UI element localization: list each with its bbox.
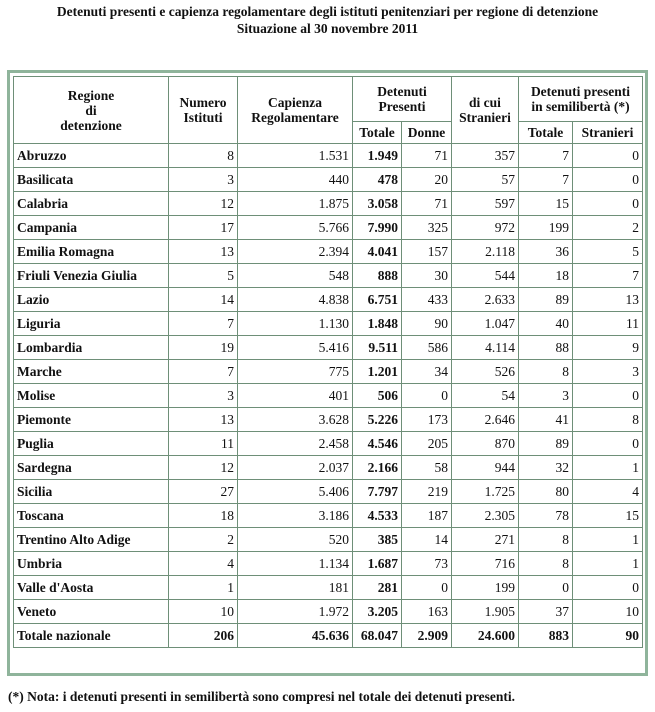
cell-regione: Abruzzo — [14, 144, 169, 168]
cell-donne: 2.909 — [402, 624, 452, 648]
header-semi-totale: Totale — [519, 122, 573, 144]
cell-totale: 68.047 — [353, 624, 402, 648]
cell-capienza: 1.972 — [238, 600, 353, 624]
cell-capienza: 440 — [238, 168, 353, 192]
cell-capienza: 1.875 — [238, 192, 353, 216]
cell-semi-stranieri: 9 — [573, 336, 643, 360]
cell-capienza: 1.130 — [238, 312, 353, 336]
cell-istituti: 13 — [169, 408, 238, 432]
cell-semi-totale: 89 — [519, 432, 573, 456]
table-row — [14, 480, 643, 504]
cell-regione: Liguria — [14, 312, 169, 336]
cell-istituti: 1 — [169, 576, 238, 600]
cell-capienza: 775 — [238, 360, 353, 384]
cell-istituti: 5 — [169, 264, 238, 288]
cell-totale: 1.687 — [353, 552, 402, 576]
cell-stranieri: 54 — [452, 384, 519, 408]
table-row — [14, 576, 643, 600]
cell-semi-totale: 32 — [519, 456, 573, 480]
cell-stranieri: 944 — [452, 456, 519, 480]
table-row — [14, 192, 643, 216]
cell-regione: Basilicata — [14, 168, 169, 192]
cell-semi-totale: 78 — [519, 504, 573, 528]
cell-semi-stranieri: 90 — [573, 624, 643, 648]
table-frame — [7, 70, 648, 676]
cell-capienza: 181 — [238, 576, 353, 600]
cell-semi-stranieri: 0 — [573, 192, 643, 216]
cell-stranieri: 597 — [452, 192, 519, 216]
cell-totale: 506 — [353, 384, 402, 408]
cell-donne: 71 — [402, 144, 452, 168]
cell-donne: 219 — [402, 480, 452, 504]
header-detenuti-presenti: Detenuti Presenti — [353, 77, 452, 122]
total-row — [14, 624, 643, 648]
document-title — [0, 3, 655, 37]
header-semi-stranieri: Stranieri — [573, 122, 643, 144]
cell-semi-totale: 7 — [519, 144, 573, 168]
cell-capienza: 5.766 — [238, 216, 353, 240]
cell-semi-stranieri: 0 — [573, 432, 643, 456]
cell-regione: Toscana — [14, 504, 169, 528]
table-row — [14, 216, 643, 240]
cell-semi-totale: 8 — [519, 360, 573, 384]
cell-capienza: 520 — [238, 528, 353, 552]
cell-donne: 34 — [402, 360, 452, 384]
table-row — [14, 168, 643, 192]
table-row — [14, 504, 643, 528]
cell-semi-stranieri: 7 — [573, 264, 643, 288]
table-row — [14, 288, 643, 312]
cell-semi-totale: 36 — [519, 240, 573, 264]
cell-istituti: 11 — [169, 432, 238, 456]
cell-stranieri: 1.047 — [452, 312, 519, 336]
cell-capienza: 401 — [238, 384, 353, 408]
cell-semi-stranieri: 0 — [573, 384, 643, 408]
cell-regione: Sardegna — [14, 456, 169, 480]
cell-donne: 20 — [402, 168, 452, 192]
cell-donne: 205 — [402, 432, 452, 456]
header-totale: Totale — [353, 122, 402, 144]
cell-capienza: 3.186 — [238, 504, 353, 528]
cell-totale: 6.751 — [353, 288, 402, 312]
header-regione: Regione di detenzione — [14, 77, 169, 144]
cell-totale: 2.166 — [353, 456, 402, 480]
cell-istituti: 14 — [169, 288, 238, 312]
cell-totale: 4.546 — [353, 432, 402, 456]
cell-semi-stranieri: 0 — [573, 144, 643, 168]
header-capienza: Capienza Regolamentare — [238, 77, 353, 144]
cell-regione: Piemonte — [14, 408, 169, 432]
header-donne: Donne — [402, 122, 452, 144]
table-row — [14, 336, 643, 360]
prisoners-table — [13, 76, 643, 648]
cell-donne: 0 — [402, 576, 452, 600]
cell-donne: 433 — [402, 288, 452, 312]
cell-regione: Calabria — [14, 192, 169, 216]
table-row — [14, 552, 643, 576]
cell-stranieri: 526 — [452, 360, 519, 384]
cell-semi-stranieri: 2 — [573, 216, 643, 240]
cell-stranieri: 199 — [452, 576, 519, 600]
cell-totale: 385 — [353, 528, 402, 552]
cell-stranieri: 271 — [452, 528, 519, 552]
table-row — [14, 264, 643, 288]
cell-stranieri: 716 — [452, 552, 519, 576]
cell-stranieri: 2.633 — [452, 288, 519, 312]
cell-semi-totale: 3 — [519, 384, 573, 408]
cell-regione: Emilia Romagna — [14, 240, 169, 264]
cell-semi-totale: 199 — [519, 216, 573, 240]
cell-donne: 157 — [402, 240, 452, 264]
cell-istituti: 12 — [169, 456, 238, 480]
cell-totale: 478 — [353, 168, 402, 192]
cell-istituti: 206 — [169, 624, 238, 648]
cell-semi-totale: 40 — [519, 312, 573, 336]
cell-regione: Sicilia — [14, 480, 169, 504]
cell-stranieri: 2.646 — [452, 408, 519, 432]
cell-regione: Lombardia — [14, 336, 169, 360]
cell-regione: Campania — [14, 216, 169, 240]
cell-istituti: 17 — [169, 216, 238, 240]
cell-semi-stranieri: 5 — [573, 240, 643, 264]
cell-istituti: 4 — [169, 552, 238, 576]
cell-totale: 4.533 — [353, 504, 402, 528]
title-line-1: Detenuti presenti e capienza regolamentare degli istituti penitenziari per regione di detenzione — [56, 4, 599, 19]
cell-donne: 58 — [402, 456, 452, 480]
cell-capienza: 1.531 — [238, 144, 353, 168]
table-row — [14, 600, 643, 624]
cell-semi-totale: 80 — [519, 480, 573, 504]
cell-totale: 7.797 — [353, 480, 402, 504]
table-row — [14, 360, 643, 384]
cell-totale: 7.990 — [353, 216, 402, 240]
cell-capienza: 5.416 — [238, 336, 353, 360]
table-row — [14, 240, 643, 264]
cell-semi-totale: 89 — [519, 288, 573, 312]
cell-istituti: 2 — [169, 528, 238, 552]
cell-semi-totale: 883 — [519, 624, 573, 648]
cell-donne: 90 — [402, 312, 452, 336]
cell-stranieri: 870 — [452, 432, 519, 456]
cell-semi-stranieri: 3 — [573, 360, 643, 384]
cell-semi-stranieri: 15 — [573, 504, 643, 528]
cell-semi-totale: 7 — [519, 168, 573, 192]
cell-capienza: 2.394 — [238, 240, 353, 264]
cell-istituti: 7 — [169, 312, 238, 336]
cell-regione: Friuli Venezia Giulia — [14, 264, 169, 288]
cell-stranieri: 1.725 — [452, 480, 519, 504]
table-row — [14, 408, 643, 432]
header-numero-istituti: Numero Istituti — [169, 77, 238, 144]
table-body — [14, 144, 643, 648]
cell-stranieri: 357 — [452, 144, 519, 168]
cell-totale: 1.848 — [353, 312, 402, 336]
cell-capienza: 45.636 — [238, 624, 353, 648]
cell-istituti: 27 — [169, 480, 238, 504]
cell-semi-stranieri: 11 — [573, 312, 643, 336]
cell-semi-stranieri: 1 — [573, 456, 643, 480]
header-stranieri: di cui Stranieri — [452, 77, 519, 144]
cell-regione: Puglia — [14, 432, 169, 456]
cell-donne: 0 — [402, 384, 452, 408]
cell-totale: 1.949 — [353, 144, 402, 168]
cell-stranieri: 24.600 — [452, 624, 519, 648]
cell-stranieri: 544 — [452, 264, 519, 288]
cell-regione: Trentino Alto Adige — [14, 528, 169, 552]
cell-istituti: 8 — [169, 144, 238, 168]
table-row — [14, 312, 643, 336]
table-row — [14, 432, 643, 456]
cell-semi-stranieri: 10 — [573, 600, 643, 624]
cell-capienza: 3.628 — [238, 408, 353, 432]
cell-semi-totale: 15 — [519, 192, 573, 216]
cell-istituti: 10 — [169, 600, 238, 624]
cell-capienza: 548 — [238, 264, 353, 288]
cell-stranieri: 1.905 — [452, 600, 519, 624]
cell-istituti: 12 — [169, 192, 238, 216]
cell-regione: Totale nazionale — [14, 624, 169, 648]
cell-istituti: 19 — [169, 336, 238, 360]
cell-istituti: 3 — [169, 168, 238, 192]
cell-regione: Valle d'Aosta — [14, 576, 169, 600]
cell-regione: Lazio — [14, 288, 169, 312]
table-row — [14, 456, 643, 480]
cell-capienza: 2.037 — [238, 456, 353, 480]
cell-totale: 1.201 — [353, 360, 402, 384]
cell-semi-totale: 8 — [519, 528, 573, 552]
cell-semi-totale: 37 — [519, 600, 573, 624]
cell-semi-stranieri: 1 — [573, 528, 643, 552]
cell-regione: Molise — [14, 384, 169, 408]
header-semiliberta: Detenuti presenti in semilibertà (*) — [519, 77, 643, 122]
cell-totale: 3.205 — [353, 600, 402, 624]
cell-semi-totale: 88 — [519, 336, 573, 360]
cell-capienza: 5.406 — [238, 480, 353, 504]
cell-istituti: 18 — [169, 504, 238, 528]
title-line-2: Situazione al 30 novembre 2011 — [236, 21, 419, 36]
cell-totale: 5.226 — [353, 408, 402, 432]
cell-totale: 3.058 — [353, 192, 402, 216]
table-row — [14, 528, 643, 552]
cell-donne: 14 — [402, 528, 452, 552]
cell-semi-stranieri: 4 — [573, 480, 643, 504]
table-row — [14, 144, 643, 168]
cell-donne: 325 — [402, 216, 452, 240]
cell-stranieri: 972 — [452, 216, 519, 240]
cell-semi-stranieri: 13 — [573, 288, 643, 312]
cell-regione: Marche — [14, 360, 169, 384]
cell-totale: 888 — [353, 264, 402, 288]
cell-stranieri: 4.114 — [452, 336, 519, 360]
cell-semi-stranieri: 1 — [573, 552, 643, 576]
cell-donne: 71 — [402, 192, 452, 216]
footnote: (*) Nota: i detenuti presenti in semilibertà sono compresi nel totale dei detenuti presenti. — [8, 689, 515, 704]
cell-donne: 586 — [402, 336, 452, 360]
cell-istituti: 13 — [169, 240, 238, 264]
cell-totale: 4.041 — [353, 240, 402, 264]
cell-donne: 30 — [402, 264, 452, 288]
cell-semi-totale: 0 — [519, 576, 573, 600]
cell-semi-totale: 8 — [519, 552, 573, 576]
cell-donne: 163 — [402, 600, 452, 624]
cell-stranieri: 2.305 — [452, 504, 519, 528]
cell-regione: Veneto — [14, 600, 169, 624]
cell-donne: 173 — [402, 408, 452, 432]
table-row — [14, 384, 643, 408]
cell-istituti: 3 — [169, 384, 238, 408]
cell-capienza: 4.838 — [238, 288, 353, 312]
cell-stranieri: 57 — [452, 168, 519, 192]
cell-totale: 281 — [353, 576, 402, 600]
cell-semi-stranieri: 8 — [573, 408, 643, 432]
cell-donne: 73 — [402, 552, 452, 576]
cell-totale: 9.511 — [353, 336, 402, 360]
cell-semi-totale: 18 — [519, 264, 573, 288]
cell-semi-stranieri: 0 — [573, 168, 643, 192]
cell-capienza: 1.134 — [238, 552, 353, 576]
cell-semi-stranieri: 0 — [573, 576, 643, 600]
cell-istituti: 7 — [169, 360, 238, 384]
cell-semi-totale: 41 — [519, 408, 573, 432]
cell-stranieri: 2.118 — [452, 240, 519, 264]
cell-capienza: 2.458 — [238, 432, 353, 456]
cell-regione: Umbria — [14, 552, 169, 576]
cell-donne: 187 — [402, 504, 452, 528]
